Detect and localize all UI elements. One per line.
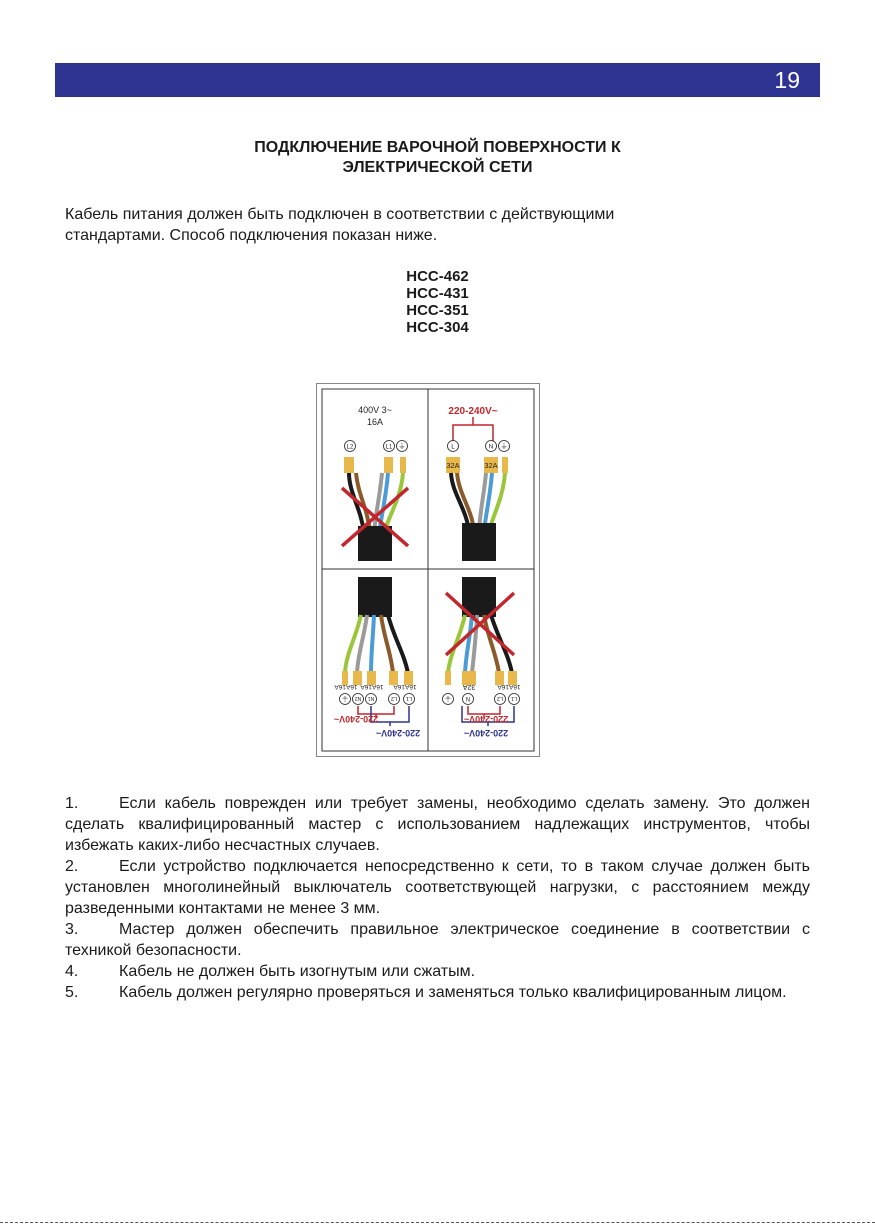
tr-terminal: L	[451, 443, 455, 451]
footer-divider	[0, 1222, 875, 1223]
tl-voltage: 400V 3~	[358, 405, 392, 415]
tl-current: 16A	[366, 417, 384, 427]
bl-cable-sheath	[358, 577, 392, 617]
br-terminal: N	[465, 695, 471, 701]
title-line-2: ЭЛЕКТРИЧЕСКОЙ СЕТИ	[342, 159, 533, 176]
note-number: 1.	[65, 795, 79, 812]
note-text: Если кабель поврежден или требует замены, необходимо сделать замену. Это должен сделать квалифицированный мастер с использованием надлежащих инструментов, чтобы избежать каких-либо несчастных случаев.	[65, 795, 810, 854]
model-list	[0, 268, 875, 336]
bl-terminal: L2	[390, 695, 398, 701]
br-voltage: 220-240V~	[463, 714, 509, 724]
model-item: HCC-304	[406, 319, 469, 336]
note-text: Мастер должен обеспечить правильное электрическое соединение в соответствии с техникой безопасности.	[65, 921, 810, 959]
intro-paragraph	[65, 204, 825, 246]
page-title	[0, 138, 875, 178]
bl-lug	[367, 671, 376, 685]
tl-lug	[384, 457, 393, 473]
bl-terminal: L1	[405, 695, 413, 701]
bl-terminal: N1	[367, 695, 375, 701]
br-lug	[445, 671, 451, 685]
notes-list	[65, 793, 810, 1003]
wiring-diagram	[316, 383, 540, 757]
note-item	[65, 793, 810, 856]
page-number: 19	[774, 67, 800, 93]
bl-current: 16A16A	[360, 683, 384, 690]
intro-line-2: стандартами. Способ подключения показан ниже.	[65, 227, 438, 244]
tr-current: 32A	[446, 461, 460, 470]
br-lug	[462, 671, 476, 685]
tl-terminal: L2	[346, 444, 354, 451]
intro-line-1: Кабель питания должен быть подключен в соответствии с действующими	[65, 206, 615, 223]
tl-cable-sheath	[358, 526, 392, 561]
note-item	[65, 961, 810, 982]
br-lug	[495, 671, 504, 685]
model-item: HCC-462	[406, 268, 469, 285]
note-text: Если устройство подключается непосредственно к сети, то в таком случае должен быть установлен многолинейный выключатель соответствующей нагрузки, с расстоянием между разведенными контактами не менее 3 мм.	[65, 858, 810, 917]
br-terminal: L2	[496, 695, 504, 701]
br-terminal: ⏚	[444, 694, 452, 703]
bl-lug	[342, 671, 348, 685]
header-bar	[55, 63, 820, 97]
note-number: 5.	[65, 984, 79, 1001]
bl-terminal: N2	[354, 695, 362, 701]
tr-current: 32A	[484, 461, 498, 470]
br-terminal: L1	[510, 695, 518, 701]
note-number: 2.	[65, 858, 79, 875]
bl-current: 16A16A	[334, 683, 358, 690]
tr-terminal: N	[488, 443, 494, 451]
tl-terminal: ⏚	[398, 442, 406, 451]
note-text: Кабель не должен быть изогнутым или сжатым.	[119, 963, 476, 980]
tl-lug	[400, 457, 406, 473]
bl-terminal: ⏚	[341, 694, 349, 703]
bl-lug	[389, 671, 398, 685]
tr-cable-sheath	[462, 523, 496, 561]
note-number: 3.	[65, 921, 79, 938]
note-item	[65, 919, 810, 961]
bl-current: 16A16A	[393, 683, 417, 690]
bl-voltage: 220-240V~	[375, 728, 421, 738]
note-item	[65, 982, 810, 1003]
note-number: 4.	[65, 963, 79, 980]
tr-lug	[502, 457, 508, 473]
model-item: HCC-351	[406, 302, 469, 319]
br-lug	[508, 671, 517, 685]
br-voltage: 220-240V~	[463, 728, 509, 738]
br-current: 16A16A	[497, 683, 521, 690]
bl-lug	[404, 671, 413, 685]
bl-lug	[353, 671, 362, 685]
note-item	[65, 856, 810, 919]
tr-voltage: 220-240V~	[448, 406, 498, 417]
tl-lug	[344, 457, 354, 473]
tr-terminal: ⏚	[500, 442, 508, 451]
br-current: 32A	[462, 683, 476, 690]
tl-terminal: L1	[385, 444, 393, 451]
note-text: Кабель должен регулярно проверяться и заменяться только квалифицированным лицом.	[119, 984, 787, 1001]
title-line-1: ПОДКЛЮЧЕНИЕ ВАРОЧНОЙ ПОВЕРХНОСТИ К	[254, 139, 621, 156]
model-item: HCC-431	[406, 285, 469, 302]
bl-voltage: 220-240V~	[333, 714, 379, 724]
